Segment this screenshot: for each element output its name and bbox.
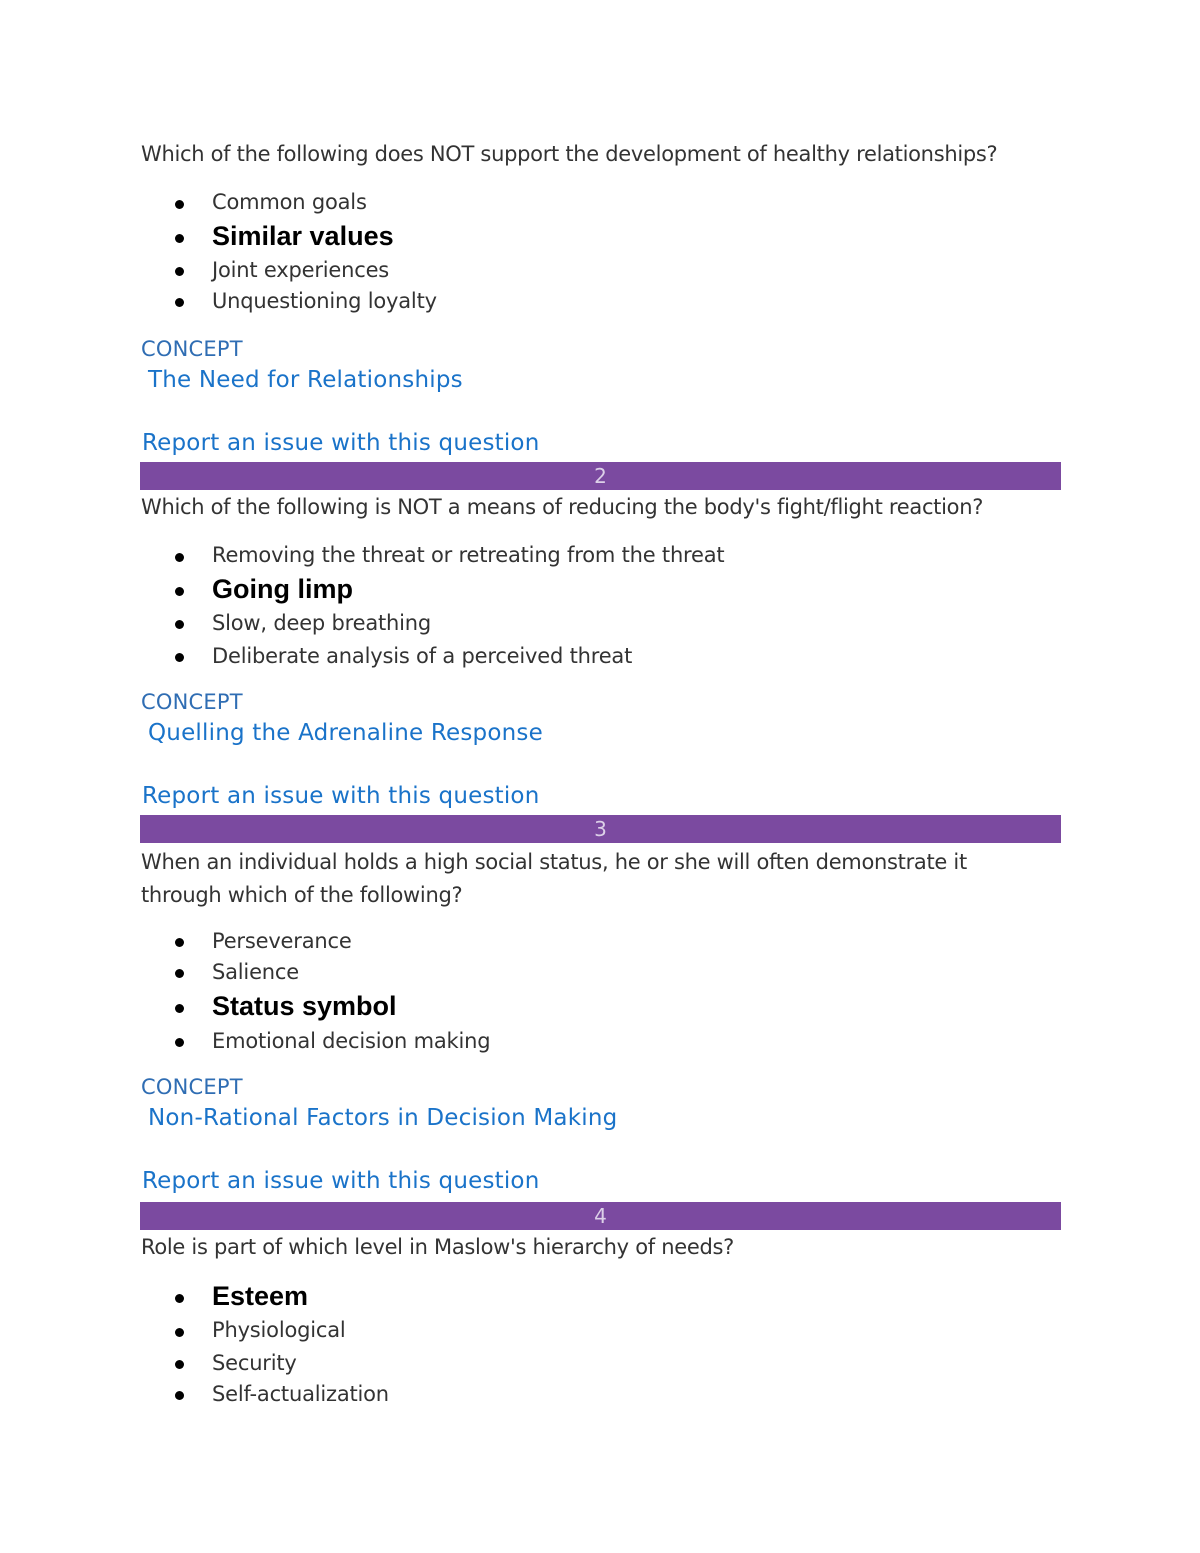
bullet xyxy=(175,653,184,662)
answer-option: Emotional decision making xyxy=(212,1029,491,1053)
concept-link[interactable]: The Need for Relationships xyxy=(148,367,463,393)
answer-option: Salience xyxy=(212,960,299,984)
report-issue-link[interactable]: Report an issue with this question xyxy=(142,783,540,809)
answer-option: Self-actualization xyxy=(212,1382,389,1406)
answer-option: Deliberate analysis of a perceived threat xyxy=(212,644,633,668)
question-number-bar: 2 xyxy=(140,462,1061,490)
bullet xyxy=(175,587,184,596)
bullet xyxy=(175,298,184,307)
answer-option: Security xyxy=(212,1351,297,1375)
answer-option-correct: Going limp xyxy=(212,574,353,604)
answer-option-correct: Status symbol xyxy=(212,991,397,1021)
answer-option: Unquestioning loyalty xyxy=(212,289,437,313)
concept-label: CONCEPT xyxy=(141,690,243,714)
bullet xyxy=(175,1360,184,1369)
bullet xyxy=(175,938,184,947)
answer-option: Removing the threat or retreating from the threat xyxy=(212,543,725,567)
bullet xyxy=(175,620,184,629)
report-issue-link[interactable]: Report an issue with this question xyxy=(142,430,540,456)
bullet xyxy=(175,1038,184,1047)
answer-option: Perseverance xyxy=(212,929,352,953)
bullet xyxy=(175,969,184,978)
bullet xyxy=(175,1294,184,1303)
question-text: Which of the following does NOT support the development of healthy relationships? xyxy=(141,142,998,166)
concept-label: CONCEPT xyxy=(141,1075,243,1099)
question-text: Which of the following is NOT a means of reducing the body's fight/flight reaction? xyxy=(141,495,984,519)
question-number-bar: 4 xyxy=(140,1202,1061,1230)
bullet xyxy=(175,200,184,209)
answer-option-correct: Esteem xyxy=(212,1281,309,1311)
bullet xyxy=(175,267,184,276)
bullet xyxy=(175,1004,184,1013)
question-number-bar: 3 xyxy=(140,815,1061,843)
concept-link[interactable]: Quelling the Adrenaline Response xyxy=(148,720,543,746)
answer-option: Physiological xyxy=(212,1318,346,1342)
bullet xyxy=(175,553,184,562)
concept-link[interactable]: Non-Rational Factors in Decision Making xyxy=(148,1105,618,1131)
bullet xyxy=(175,1391,184,1400)
bullet xyxy=(175,234,184,243)
question-text: When an individual holds a high social status, he or she will often demonstrate it through which of the following? xyxy=(141,850,967,907)
question-text: Role is part of which level in Maslow's hierarchy of needs? xyxy=(141,1235,734,1259)
report-issue-link[interactable]: Report an issue with this question xyxy=(142,1168,540,1194)
answer-option: Slow, deep breathing xyxy=(212,611,432,635)
bullet xyxy=(175,1328,184,1337)
answer-option: Joint experiences xyxy=(212,258,390,282)
answer-option-correct: Similar values xyxy=(212,221,394,251)
concept-label: CONCEPT xyxy=(141,337,243,361)
answer-option: Common goals xyxy=(212,190,367,214)
